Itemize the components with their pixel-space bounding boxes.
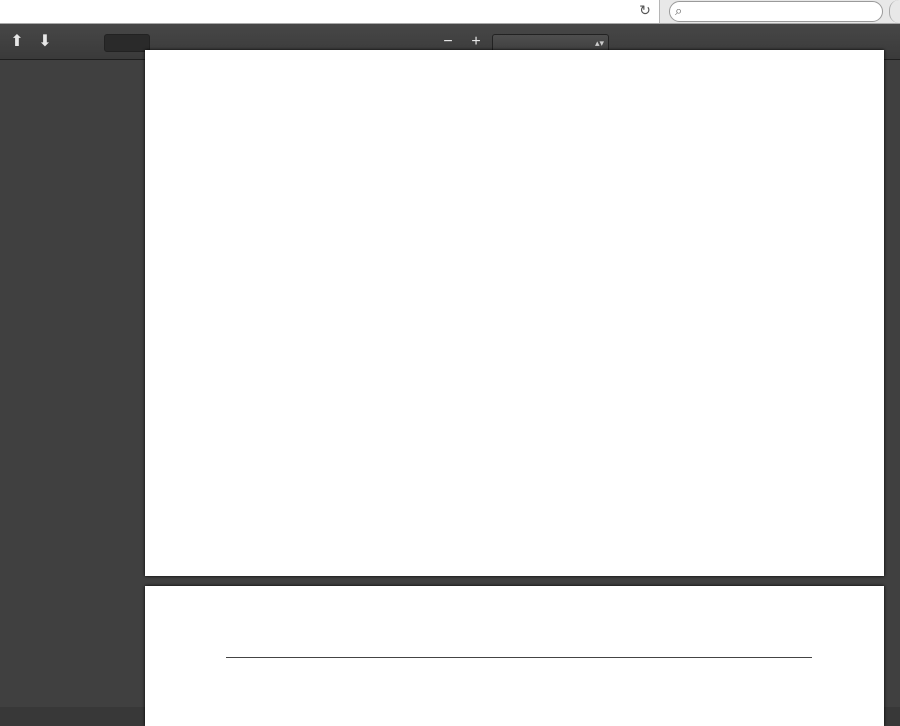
pdf-page — [145, 586, 884, 726]
zoom-in-icon[interactable]: + — [471, 33, 481, 50]
zoom-out-icon[interactable]: − — [443, 33, 453, 50]
pdf-page — [145, 50, 884, 576]
select-arrows-icon: ▴▾ — [594, 38, 604, 48]
url-field[interactable] — [0, 0, 660, 23]
browser-bar — [0, 0, 900, 24]
window-edge — [889, 0, 900, 23]
search-icon: ⌕ — [675, 3, 683, 18]
document-viewport[interactable] — [0, 60, 900, 707]
running-header — [226, 634, 812, 658]
previous-page-icon[interactable]: ⬆ — [10, 33, 24, 50]
next-page-icon[interactable]: ⬇ — [38, 33, 52, 50]
page-number-input[interactable] — [104, 34, 150, 52]
reload-icon[interactable]: ↻ — [639, 2, 651, 18]
search-field[interactable] — [669, 1, 883, 22]
